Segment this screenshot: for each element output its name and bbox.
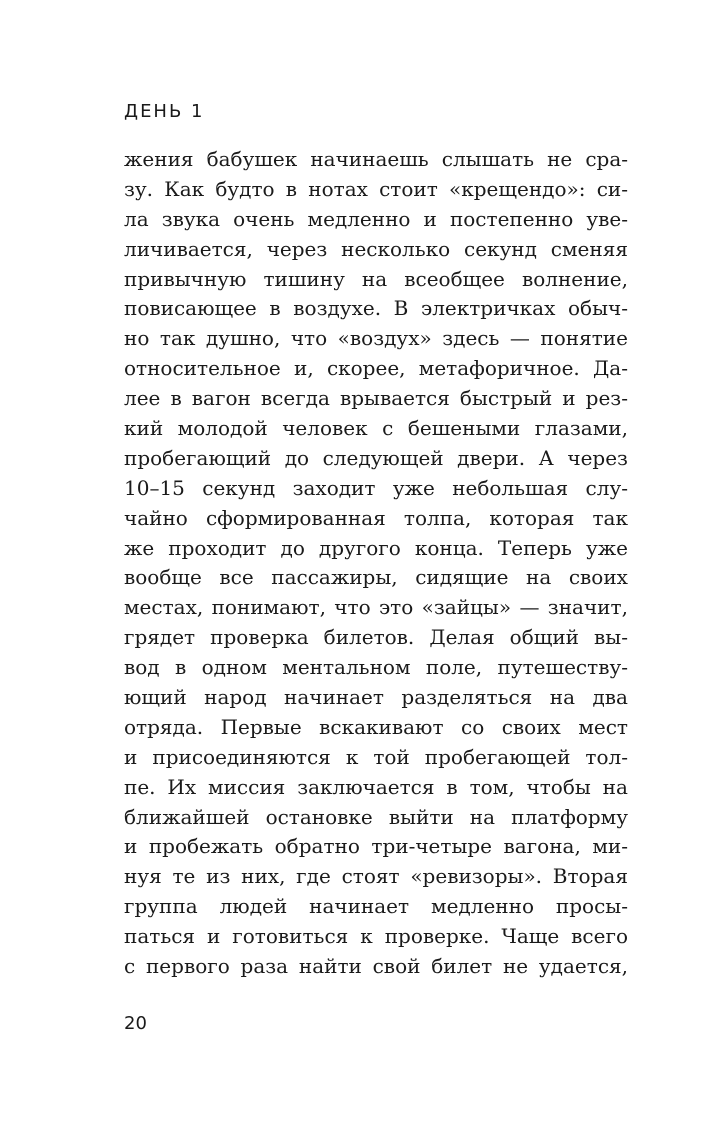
text-line: и присоединяются к той пробегающей тол- (124, 744, 628, 769)
text-line: вод в одном ментальном поле, путешеству- (124, 655, 628, 680)
text-line: нуя те из них, где стоят «ревизоры». Вторая (124, 864, 628, 889)
page-number: 20 (124, 1013, 147, 1034)
text-line: ющий народ начинает разделяться на два (124, 685, 628, 710)
text-line: пробегающий до следующей двери. А через (124, 445, 628, 470)
text-line: кий молодой человек с бешеными глазами, (124, 416, 628, 441)
text-line: чайно сформированная толпа, которая так (124, 505, 628, 530)
text-line: лее в вагон всегда врывается быстрый и рез- (124, 386, 628, 411)
text-line: ближайшей остановке выйти на платформу (124, 804, 628, 829)
text-line: группа людей начинает медленно просы- (124, 894, 628, 919)
text-line: ла звука очень медленно и постепенно уве- (124, 206, 628, 231)
text-line: же проходит до другого конца. Теперь уже (124, 535, 628, 560)
text-line: грядет проверка билетов. Делая общий вы- (124, 625, 628, 650)
text-line: и пробежать обратно три-четыре вагона, ми- (124, 834, 628, 859)
text-line: отряда. Первые вскакивают со своих мест (124, 714, 628, 739)
text-line: зу. Как будто в нотах стоит «крещендо»: си- (124, 176, 628, 201)
text-line: личивается, через несколько секунд сменяя (124, 236, 628, 261)
text-line: но так душно, что «воздух» здесь — понятие (124, 326, 628, 351)
text-line: повисающее в воздухе. В электричках обыч- (124, 296, 628, 321)
running-title: ДЕНЬ 1 (124, 101, 205, 122)
text-line: пе. Их миссия заключается в том, чтобы на (124, 774, 628, 799)
text-line: жения бабушек начинаешь слышать не сра- (124, 147, 628, 171)
text-line: привычную тишину на всеобщее волнение, (124, 266, 628, 291)
text-line: 10–15 секунд заходит уже небольшая слу- (124, 475, 628, 500)
text-line: относительное и, скорее, метафоричное. Да- (124, 356, 628, 381)
text-line: вообще все пассажиры, сидящие на своих (124, 565, 628, 590)
body-text (124, 145, 628, 982)
text-line: паться и готовиться к проверке. Чаще всего (124, 924, 628, 949)
text-line: с первого раза найти свой билет не удается, (124, 954, 628, 979)
text-line: местах, понимают, что это «зайцы» — значит, (124, 595, 628, 620)
